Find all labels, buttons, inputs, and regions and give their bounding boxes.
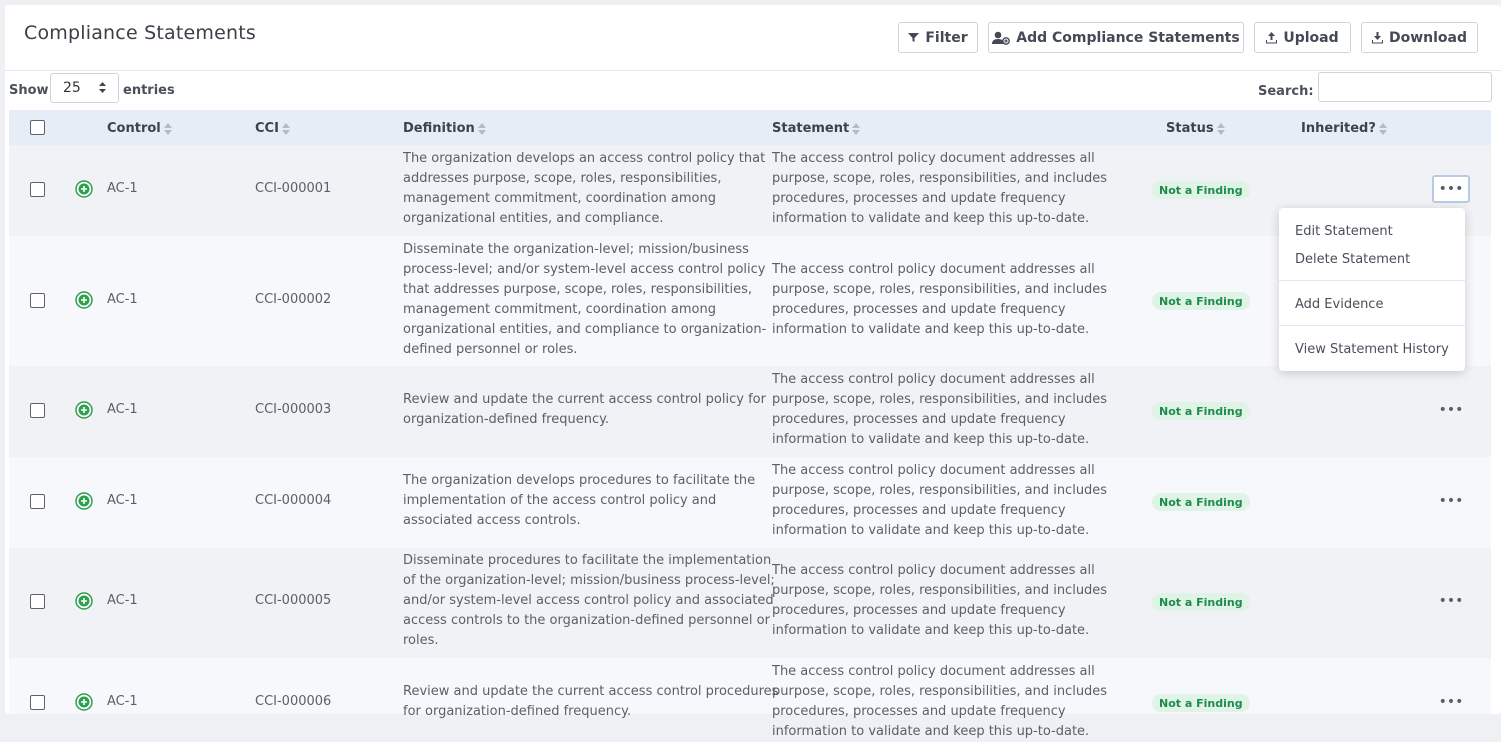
statement-line: information to validate and keep this up-to-date. xyxy=(772,432,1090,447)
expand-plus-icon[interactable] xyxy=(75,291,93,309)
filter-icon xyxy=(908,32,919,43)
statement-line: purpose, scope, roles, responsibilities, and includes xyxy=(772,171,1108,186)
definition-line: organizational entities, and compliance to organization- xyxy=(403,322,767,337)
statement-line: The access control policy document addresses all xyxy=(772,262,1095,277)
row-checkbox[interactable] xyxy=(30,695,45,710)
column-header-label: Control xyxy=(107,121,161,136)
cell-control: AC-1 xyxy=(107,181,138,196)
status-badge: Not a Finding xyxy=(1152,292,1250,310)
page-size-value: 25 xyxy=(63,80,81,96)
statement-line: procedures, processes and update frequency xyxy=(772,302,1066,317)
row-actions-button[interactable] xyxy=(1432,175,1470,203)
definition-line: roles. xyxy=(403,633,439,648)
row-checkbox[interactable] xyxy=(30,594,45,609)
table-row xyxy=(9,366,1491,457)
statement-line: The access control policy document addresses all xyxy=(772,664,1095,679)
definition-line: Disseminate the organization-level; mission/business xyxy=(403,242,749,257)
show-label: Show xyxy=(9,83,49,98)
row-checkbox[interactable] xyxy=(30,182,45,197)
cell-cci: CCI-000006 xyxy=(255,694,332,709)
row-checkbox[interactable] xyxy=(30,293,45,308)
statement-line: information to validate and keep this up-to-date. xyxy=(772,322,1090,337)
expand-plus-icon[interactable] xyxy=(75,592,93,610)
column-header-control[interactable] xyxy=(107,121,172,136)
row-actions-menu xyxy=(1279,208,1465,371)
statement-line: procedures, processes and update frequency xyxy=(772,603,1066,618)
statement-line: purpose, scope, roles, responsibilities, and includes xyxy=(772,684,1108,699)
cell-cci: CCI-000001 xyxy=(255,181,332,196)
ellipsis-icon: ••• xyxy=(1438,694,1464,710)
statement-line: information to validate and keep this up-to-date. xyxy=(772,523,1090,538)
sort-icon xyxy=(478,123,486,135)
definition-line: and/or system-level access control policy and associated xyxy=(403,593,774,608)
statement-line: purpose, scope, roles, responsibilities, and includes xyxy=(772,392,1108,407)
statement-line: The access control policy document addresses all xyxy=(772,463,1095,478)
cell-control: AC-1 xyxy=(107,402,138,417)
cell-statement xyxy=(772,260,1107,340)
cell-control: AC-1 xyxy=(107,292,138,307)
definition-line: of the organization-level; mission/business process-level; xyxy=(403,573,775,588)
definition-line: that addresses purpose, scope, roles, responsibilities, xyxy=(403,282,752,297)
table-row xyxy=(9,145,1491,236)
cell-cci: CCI-000004 xyxy=(255,493,332,508)
cell-control: AC-1 xyxy=(107,493,138,508)
statement-line: purpose, scope, roles, responsibilities, and includes xyxy=(772,282,1108,297)
definition-line: associated access controls. xyxy=(403,513,581,528)
menu-divider xyxy=(1279,325,1465,326)
statement-line: The access control policy document addresses all xyxy=(772,563,1095,578)
select-all-checkbox[interactable] xyxy=(30,120,45,135)
sort-icon xyxy=(282,123,290,135)
column-header-definition[interactable] xyxy=(403,121,486,136)
cell-statement xyxy=(772,461,1107,541)
card-header xyxy=(5,5,1501,71)
definition-line: The organization develops an access control policy that xyxy=(403,151,766,166)
statement-line: information to validate and keep this up-to-date. xyxy=(772,724,1090,739)
menu-item-delete-statement[interactable]: Delete Statement xyxy=(1295,252,1411,267)
cell-definition xyxy=(403,149,765,229)
statement-line: procedures, processes and update frequency xyxy=(772,191,1066,206)
statement-line: purpose, scope, roles, responsibilities, and includes xyxy=(772,483,1108,498)
download-icon xyxy=(1372,32,1383,44)
definition-line: for organization-defined frequency. xyxy=(403,704,632,719)
add-compliance-statements-button[interactable] xyxy=(988,22,1244,53)
cell-statement xyxy=(772,662,1107,742)
statement-line: purpose, scope, roles, responsibilities, and includes xyxy=(772,583,1108,598)
definition-line: Disseminate procedures to facilitate the implementation xyxy=(403,553,772,568)
expand-plus-icon[interactable] xyxy=(75,180,93,198)
row-actions-button[interactable] xyxy=(1432,688,1470,716)
upload-button-label: Upload xyxy=(1283,29,1339,46)
table-row xyxy=(9,457,1491,548)
compliance-card xyxy=(5,5,1501,739)
cell-definition xyxy=(403,682,778,722)
sort-icon xyxy=(1217,123,1225,135)
column-header-label: Inherited? xyxy=(1301,121,1376,136)
statement-line: procedures, processes and update frequency xyxy=(772,503,1066,518)
menu-item-add-evidence[interactable]: Add Evidence xyxy=(1295,297,1384,312)
table-row xyxy=(9,548,1491,658)
column-header-label: Status xyxy=(1166,121,1214,136)
search-input[interactable] xyxy=(1318,72,1492,102)
column-header-label: CCI xyxy=(255,121,279,136)
table-row xyxy=(9,236,1491,366)
sort-icon xyxy=(852,123,860,135)
sort-icon xyxy=(1379,123,1387,135)
row-checkbox[interactable] xyxy=(30,494,45,509)
column-header-inherited[interactable] xyxy=(1301,121,1387,136)
status-badge: Not a Finding xyxy=(1152,493,1250,511)
ellipsis-icon: ••• xyxy=(1438,181,1464,197)
definition-line: organizational entities, and compliance. xyxy=(403,211,664,226)
expand-plus-icon[interactable] xyxy=(75,492,93,510)
definition-line: management commitment, coordination among xyxy=(403,302,716,317)
row-actions-button[interactable] xyxy=(1432,487,1470,515)
definition-line: management commitment, coordination among xyxy=(403,191,716,206)
cell-cci: CCI-000005 xyxy=(255,593,332,608)
definition-line: defined personnel or roles. xyxy=(403,342,578,357)
menu-item-edit-statement[interactable]: Edit Statement xyxy=(1295,224,1393,239)
filter-button[interactable] xyxy=(898,22,978,53)
cell-statement xyxy=(772,370,1107,450)
cell-definition xyxy=(403,551,775,651)
entries-label: entries xyxy=(123,83,175,98)
add-user-icon xyxy=(992,31,1010,45)
upload-icon xyxy=(1266,32,1277,44)
row-actions-button[interactable] xyxy=(1432,587,1470,615)
page-title: Compliance Statements xyxy=(24,22,256,44)
cell-definition xyxy=(403,471,755,531)
ellipsis-icon: ••• xyxy=(1438,493,1464,509)
table-row xyxy=(9,658,1491,739)
page-size-select[interactable] xyxy=(50,73,119,103)
download-button-label: Download xyxy=(1388,29,1468,46)
expand-plus-icon[interactable] xyxy=(75,401,93,419)
row-checkbox[interactable] xyxy=(30,403,45,418)
statement-line: procedures, processes and update frequency xyxy=(772,412,1066,427)
cell-control: AC-1 xyxy=(107,593,138,608)
status-badge: Not a Finding xyxy=(1152,694,1250,712)
search-label: Search: xyxy=(1258,84,1314,99)
definition-line: access controls to the organization-defined personnel or xyxy=(403,613,770,628)
download-button[interactable] xyxy=(1361,22,1478,53)
definition-line: organization-defined frequency. xyxy=(403,412,610,427)
definition-line: The organization develops procedures to facilitate the xyxy=(403,473,756,488)
statement-line: The access control policy document addresses all xyxy=(772,151,1095,166)
status-badge: Not a Finding xyxy=(1152,402,1250,420)
cell-cci: CCI-000002 xyxy=(255,292,332,307)
ellipsis-icon: ••• xyxy=(1438,593,1464,609)
sort-icon xyxy=(164,123,172,135)
statement-line: procedures, processes and update frequency xyxy=(772,704,1066,719)
column-header-status[interactable] xyxy=(1166,121,1225,136)
table-header xyxy=(9,110,1491,145)
cell-control: AC-1 xyxy=(107,694,138,709)
definition-line: implementation of the access control policy and xyxy=(403,493,717,508)
cell-statement xyxy=(772,149,1107,229)
status-badge: Not a Finding xyxy=(1152,181,1250,199)
menu-divider xyxy=(1279,280,1465,281)
definition-line: Review and update the current access control procedures xyxy=(403,684,779,699)
row-actions-button[interactable] xyxy=(1432,396,1470,424)
column-header-statement[interactable] xyxy=(772,121,860,136)
expand-plus-icon[interactable] xyxy=(75,693,93,711)
menu-item-view-statement-history[interactable]: View Statement History xyxy=(1295,342,1449,357)
status-badge: Not a Finding xyxy=(1152,593,1250,611)
definition-line: Review and update the current access control policy for xyxy=(403,392,766,407)
column-header-label: Definition xyxy=(403,121,475,136)
definition-line: addresses purpose, scope, roles, responsibilities, xyxy=(403,171,722,186)
add-button-label: Add Compliance Statements xyxy=(1016,29,1240,46)
cell-cci: CCI-000003 xyxy=(255,402,332,417)
ellipsis-icon: ••• xyxy=(1438,402,1464,418)
statement-line: information to validate and keep this up-to-date. xyxy=(772,211,1090,226)
upload-button[interactable] xyxy=(1254,22,1351,53)
statement-line: information to validate and keep this up-to-date. xyxy=(772,623,1090,638)
statement-line: The access control policy document addresses all xyxy=(772,372,1095,387)
cell-definition xyxy=(403,240,766,360)
filter-button-label: Filter xyxy=(925,29,968,46)
cell-definition xyxy=(403,390,766,430)
select-arrows-icon xyxy=(99,82,106,93)
definition-line: process-level; and/or system-level access control policy xyxy=(403,262,766,277)
column-header-cci[interactable] xyxy=(255,121,290,136)
cell-statement xyxy=(772,561,1107,641)
table-controls xyxy=(5,71,1501,111)
column-header-label: Statement xyxy=(772,121,850,136)
